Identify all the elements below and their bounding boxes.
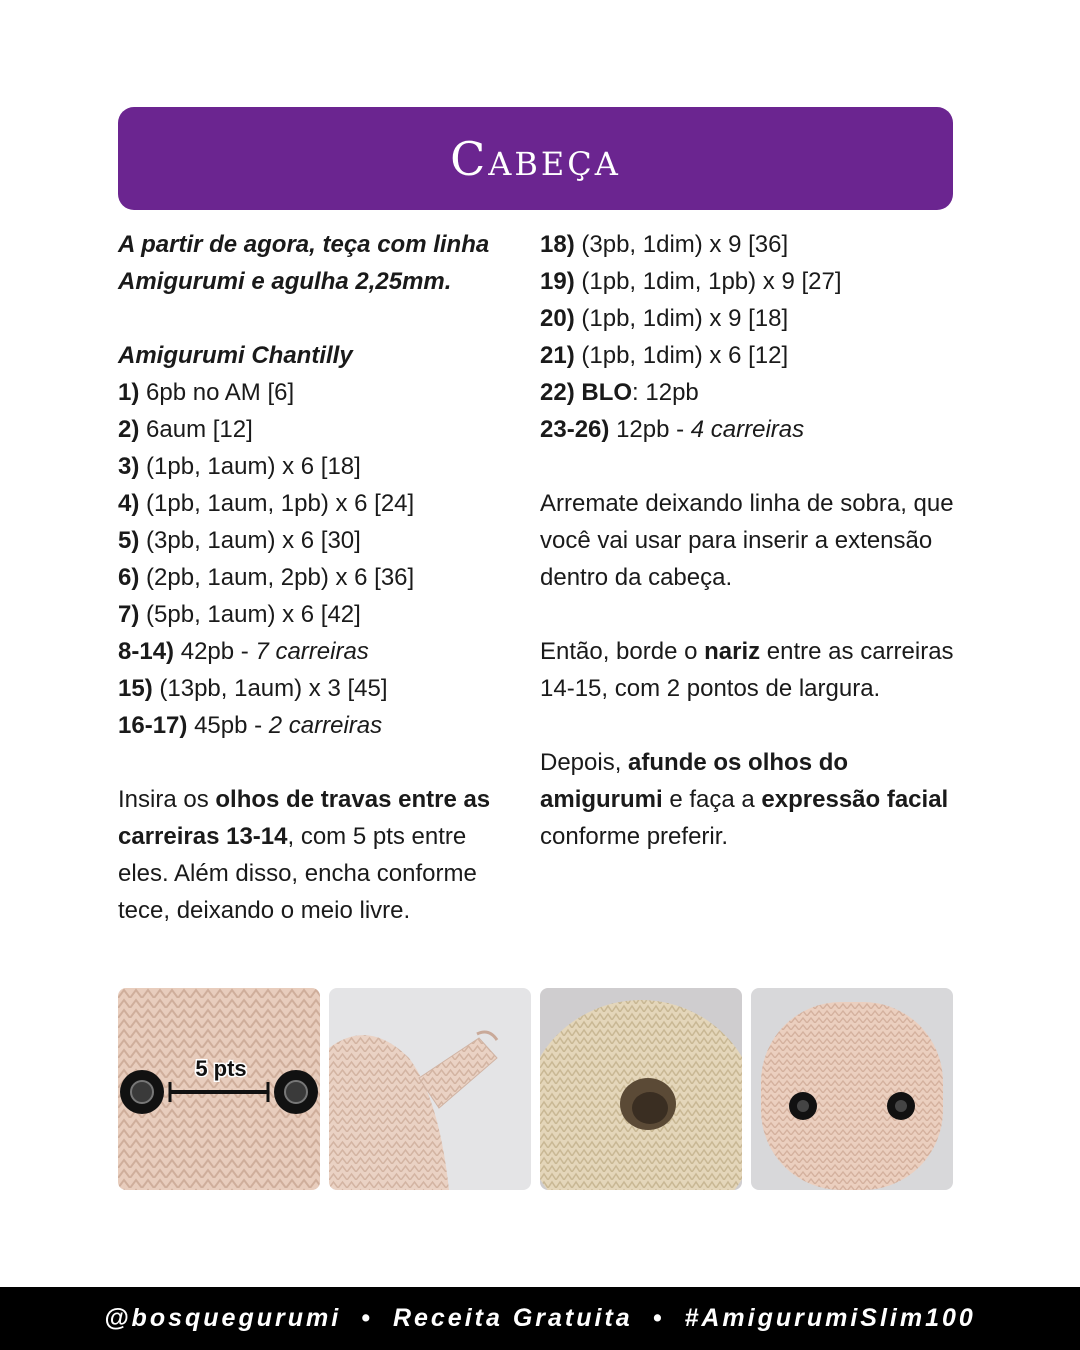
eyes-paragraph: Insira os olhos de travas entre as carreiras 13-14, com 5 pts entre eles. Além disso, encha conforme tece, deixando o meio livre. [118, 786, 491, 924]
footer-label: Receita Gratuita [392, 1304, 633, 1332]
intro-line-1: A partir de agora, teça com linha [118, 231, 490, 258]
round-row: 22) BLO: 12pb [540, 379, 699, 406]
spacing-label: 5 pts [195, 1056, 247, 1081]
left-column [118, 226, 518, 929]
photo-finished-head [751, 988, 953, 1190]
round-row: 3) (1pb, 1aum) x 6 [18] [118, 453, 361, 480]
round-row: 18) (3pb, 1dim) x 9 [36] [540, 231, 789, 258]
round-row: 2) 6aum [12] [118, 416, 253, 443]
round-row: 5) (3pb, 1aum) x 6 [30] [118, 527, 361, 554]
round-row: 19) (1pb, 1dim, 1pb) x 9 [27] [540, 268, 842, 295]
round-row: 16-17) 45pb - 2 carreiras [118, 712, 383, 739]
right-column [540, 226, 960, 855]
round-row: 23-26) 12pb - 4 carreiras [540, 416, 805, 443]
face-paragraph: Depois, afunde os olhos do amigurumi e faça a expressão facial conforme preferir. [540, 749, 949, 850]
photo-eye-spacing [118, 988, 320, 1190]
page-title: Cabeça [450, 131, 621, 186]
nose-paragraph: Então, borde o nariz entre as carreiras 14-15, com 2 pontos de largura. [540, 638, 954, 702]
footer-separator: • [361, 1304, 373, 1332]
photo-head-extension [329, 988, 531, 1190]
footer-separator: • [652, 1304, 665, 1332]
title-banner [118, 107, 953, 210]
intro-line-2: Amigurumi e agulha 2,25mm. [118, 268, 452, 295]
photo-strip [118, 988, 953, 1190]
round-row: 4) (1pb, 1aum, 1pb) x 6 [24] [118, 490, 415, 517]
round-row: 6) (2pb, 1aum, 2pb) x 6 [36] [118, 564, 415, 591]
round-row: 1) 6pb no AM [6] [118, 379, 295, 406]
round-row: 7) (5pb, 1aum) x 6 [42] [118, 601, 361, 628]
round-row: 20) (1pb, 1dim) x 9 [18] [540, 305, 789, 332]
round-row: 15) (13pb, 1aum) x 3 [45] [118, 675, 388, 702]
footer-bar [0, 1287, 1080, 1350]
footer-hashtag: #AmigurumiSlim100 [684, 1304, 976, 1332]
photo-head-opening [540, 988, 742, 1190]
round-row: 21) (1pb, 1dim) x 6 [12] [540, 342, 789, 369]
footer-handle: @bosquegurumi [104, 1304, 342, 1332]
finish-paragraph: Arremate deixando linha de sobra, que você vai usar para inserir a extensão dentro da cabeça. [540, 490, 954, 591]
subtitle: Amigurumi Chantilly [118, 342, 353, 369]
round-row: 8-14) 42pb - 7 carreiras [118, 638, 369, 665]
